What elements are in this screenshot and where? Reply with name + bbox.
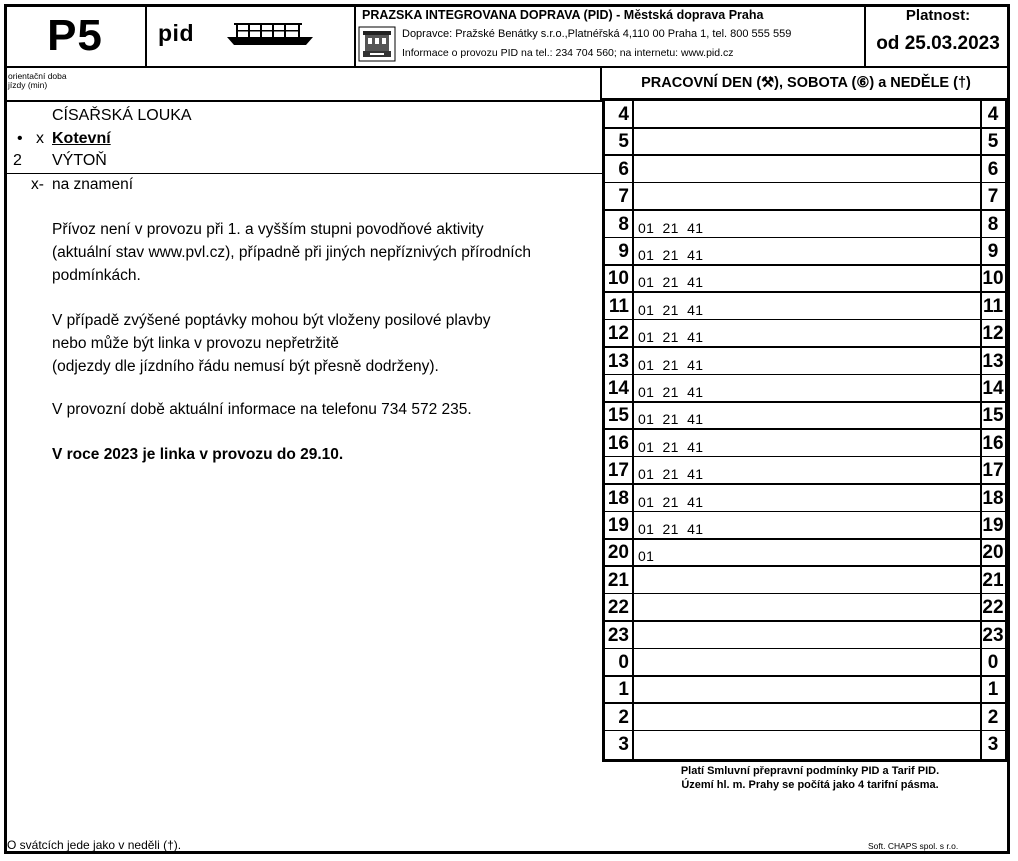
timetable-row — [605, 649, 1005, 677]
hour-label-right: 3 — [987, 734, 999, 756]
timetable-row — [605, 348, 1005, 376]
request-stop-mark: x — [36, 130, 44, 147]
hour-label: 12 — [607, 323, 629, 345]
departure-minutes: 01 21 41 — [638, 356, 704, 373]
timetable-row — [605, 265, 1005, 293]
hour-label-right: 11 — [982, 295, 1004, 317]
timetable-row — [605, 211, 1005, 239]
timetable-row — [605, 704, 1005, 732]
departure-minutes: 01 21 41 — [638, 493, 704, 510]
departure-minutes: 01 — [638, 548, 655, 565]
departure-minutes: 01 21 41 — [638, 438, 704, 455]
carrier-info: Dopravce: Pražské Benátky s.r.o.,Platnéřská 4,110 00 Praha 1, tel. 800 555 559 — [402, 28, 792, 40]
hour-label: 2 — [618, 706, 629, 728]
stops-top-line — [4, 100, 602, 102]
travel-time-label: orientační doba jízdy (min) — [8, 71, 67, 90]
software-credit: Soft. CHAPS spol. s r.o. — [868, 841, 959, 851]
hour-label: 19 — [607, 515, 629, 536]
hour-label: 13 — [607, 350, 629, 372]
phone-note: V provozní době aktuální informace na telefonu 734 572 235. — [52, 401, 472, 418]
hour-label: 22 — [607, 597, 629, 619]
validity-date: od 25.03.2023 — [876, 33, 1000, 54]
hour-label: 7 — [618, 186, 629, 208]
hour-label: 20 — [607, 542, 629, 564]
pid-logo: pid — [158, 20, 194, 46]
organization-title: PRAZSKA INTEGROVANA DOPRAVA (PID) - Městská doprava Praha — [362, 8, 764, 22]
timetable-row — [605, 156, 1005, 184]
timetable-row — [605, 293, 1005, 321]
line-number: P5 — [47, 11, 103, 60]
hour-label: 11 — [608, 295, 629, 317]
timetable-row — [605, 128, 1005, 156]
header-sep-1 — [145, 4, 147, 67]
flood-note: Přívoz není v provozu při 1. a vyšším stupni povodňové aktivity (aktuální stav www.pvl.cz), případně při jiných nepříznivých přírodních podmínkách. — [52, 221, 531, 284]
hour-label-right: 1 — [987, 679, 999, 701]
departure-minutes: 01 21 41 — [638, 329, 704, 346]
hour-label-right: 16 — [982, 432, 1004, 454]
hour-label-right: 10 — [982, 268, 1004, 290]
departure-minutes: 01 21 41 — [638, 384, 704, 400]
hour-label: 21 — [607, 569, 629, 591]
timetable-row — [605, 457, 1005, 485]
timetable-row — [605, 676, 1005, 704]
hour-label: 18 — [607, 487, 629, 509]
hour-label-right: 17 — [982, 460, 1004, 482]
timetable-row — [605, 539, 1005, 567]
header-divider — [4, 66, 1010, 68]
hour-label-right: 14 — [982, 378, 1004, 399]
timetable-row — [605, 402, 1005, 430]
tariff-conditions: Platí Smluvní přepravní podmínky PID a Tarif PID. Území hl. m. Prahy se počítá jako 4 tarifní pásma. — [680, 765, 940, 791]
hour-label-right: 6 — [987, 158, 999, 180]
timetable-row — [605, 238, 1005, 266]
timetable-row — [605, 430, 1005, 458]
departure-minutes: 01 21 41 — [638, 274, 704, 291]
timetable-row — [605, 567, 1005, 595]
hour-label: 23 — [607, 624, 629, 646]
stop-current: Kotevní — [52, 130, 111, 147]
departure-minutes: 01 21 41 — [638, 247, 704, 263]
legend-text: na znamení — [52, 176, 133, 193]
hour-label: 1 — [618, 679, 629, 701]
departure-minutes: 01 21 41 — [638, 219, 704, 236]
hour-label: 0 — [618, 652, 629, 673]
hour-label: 6 — [618, 158, 629, 180]
hour-label-right: 8 — [987, 213, 999, 235]
hour-label: 15 — [607, 405, 629, 427]
season-note: V roce 2023 je linka v provozu do 29.10. — [52, 446, 344, 463]
timetable-row — [605, 622, 1005, 650]
timetable-row — [605, 320, 1005, 348]
hour-label: 17 — [607, 460, 629, 482]
title-left-border — [600, 68, 602, 100]
hour-label-right: 9 — [987, 241, 999, 262]
hour-label-right: 20 — [982, 542, 1004, 564]
timetable-row — [605, 512, 1005, 540]
stop-time-bullet: • — [17, 130, 23, 147]
hour-label-right: 13 — [982, 350, 1004, 372]
hour-label: 16 — [607, 432, 629, 454]
hour-label-right: 7 — [987, 186, 999, 208]
departure-minutes: 01 21 41 — [638, 521, 704, 537]
validity-label: Platnost: — [905, 7, 971, 24]
hour-label-right: 12 — [982, 323, 1004, 345]
extra-trips-note: V případě zvýšené poptávky mohou být vloženy posilové plavby nebo může být linka v provozu nepřetržitě (odjezdy dle jízdního řádu nemusí být přesně dodrženy). — [52, 312, 491, 375]
timetable-row — [605, 375, 1005, 403]
contact-info: Informace o provozu PID na tel.: 234 704 560; na internetu: www.pid.cz — [402, 47, 734, 59]
timetable-row — [605, 731, 1005, 759]
header-sep-2 — [354, 4, 356, 67]
hour-label-right: 0 — [987, 652, 999, 673]
hour-label-right: 4 — [987, 104, 999, 125]
hour-label-right: 23 — [982, 624, 1004, 646]
stop-end: VÝTOŇ — [52, 152, 107, 169]
hour-label: 10 — [607, 268, 629, 290]
ferry-icon — [226, 21, 314, 47]
departure-minutes: 01 21 41 — [638, 466, 704, 483]
departure-minutes: 01 21 41 — [638, 301, 704, 318]
holiday-note: O svátcích jede jako v neděli (†). — [7, 838, 182, 852]
hour-label-right: 5 — [987, 131, 999, 153]
hour-label: 8 — [618, 213, 629, 235]
hour-label-right: 19 — [982, 515, 1004, 536]
timetable-row — [605, 101, 1005, 129]
stops-bottom-line — [4, 173, 602, 174]
timetable-row — [605, 594, 1005, 622]
departure-minutes: 01 21 41 — [638, 411, 704, 428]
prague-crest-icon — [357, 25, 397, 63]
timetable-row — [605, 485, 1005, 513]
stop-start: CÍSAŘSKÁ LOUKA — [52, 107, 192, 124]
timetable-row — [605, 183, 1005, 211]
hour-label: 5 — [618, 131, 629, 153]
hour-label-right: 15 — [982, 405, 1004, 427]
stop-time-2: 2 — [13, 152, 22, 169]
hour-label-right: 21 — [982, 569, 1004, 591]
days-title: PRACOVNÍ DEN (⚒), SOBOTA (⑥) a NEDĚLE (†) — [641, 75, 971, 91]
hour-label-right: 18 — [982, 487, 1004, 509]
hour-label-right: 22 — [982, 597, 1004, 619]
hour-label: 14 — [607, 378, 629, 399]
legend-mark: x- — [31, 176, 44, 193]
hour-label-right: 2 — [987, 706, 999, 728]
hour-label: 9 — [618, 241, 629, 262]
hour-label: 3 — [618, 734, 629, 756]
hour-label: 4 — [618, 104, 629, 125]
